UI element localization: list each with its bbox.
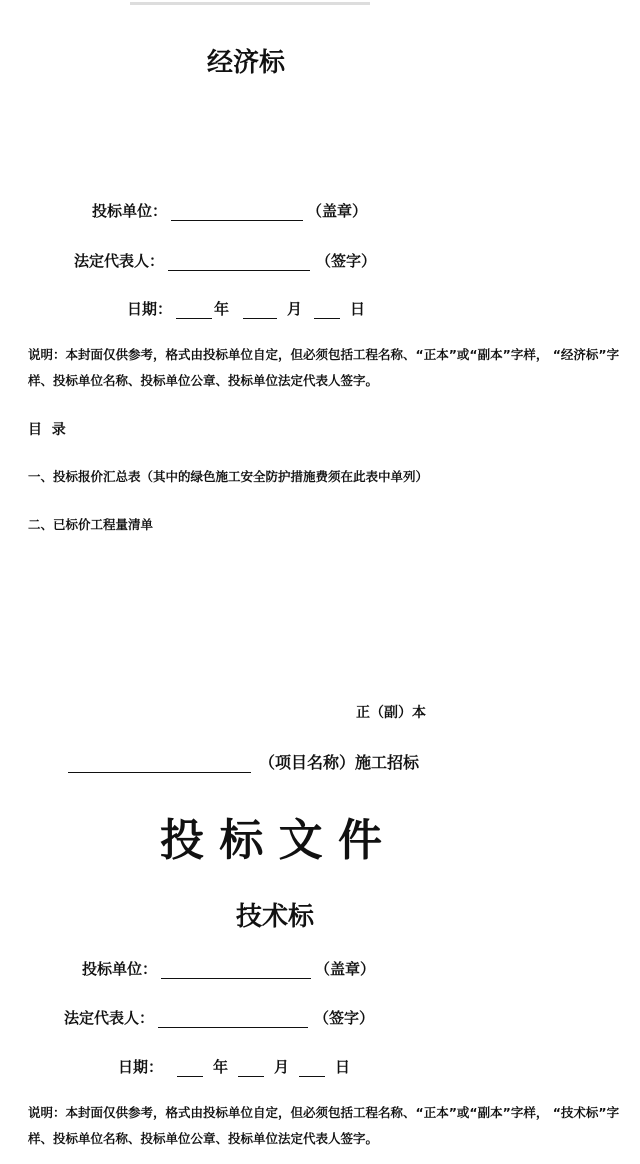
bidder-seal-note: （盖章）: [307, 202, 368, 220]
bidder-label: 投标单位：: [92, 202, 168, 220]
month-label: 月: [287, 300, 303, 318]
bidder-label: 投标单位：: [82, 960, 158, 978]
technical-title: 技术标: [236, 902, 315, 932]
day-line[interactable]: [299, 1058, 325, 1077]
year-label: 年: [214, 300, 230, 318]
day-line[interactable]: [314, 300, 340, 319]
copy-type-label: 正（副）本: [356, 705, 426, 721]
toc-item: 一、投标报价汇总表（其中的绿色施工安全防护措施费须在此表中单列）: [28, 469, 429, 484]
year-line[interactable]: [177, 1058, 203, 1077]
month-line[interactable]: [243, 300, 277, 319]
month-line[interactable]: [238, 1058, 264, 1077]
day-label: 日: [335, 1058, 351, 1076]
bidder-signature-line[interactable]: [171, 202, 303, 221]
technical-note: 说明：本封面仅供参考，格式由投标单位自定，但必须包括工程名称、“正本”或“副本”字样， “技术标”字样、投标单位名称、投标单位公章、投标单位法定代表人签字。: [28, 1105, 620, 1146]
document-title: 投 标 文 件: [160, 815, 382, 866]
rep-signature-line[interactable]: [158, 1009, 308, 1028]
project-suffix: （项目名称）施工招标: [259, 753, 420, 772]
economic-note: 说明：本封面仅供参考，格式由投标单位自定，但必须包括工程名称、“正本”或“副本”字样， “经济标”字样、投标单位名称、投标单位公章、投标单位法定代表人签字。: [28, 347, 620, 388]
cropped-top-remnant: [130, 0, 370, 5]
rep-sign-note: （签字）: [316, 252, 377, 270]
project-name-line[interactable]: [68, 754, 251, 773]
economic-date-row: [127, 298, 365, 319]
rep-label: 法定代表人：: [74, 252, 165, 270]
rep-signature-line[interactable]: [168, 252, 310, 271]
toc-heading: 目 录: [28, 422, 66, 438]
year-line[interactable]: [176, 300, 212, 319]
technical-bidder-row: [82, 958, 375, 979]
bidder-signature-line[interactable]: [161, 960, 311, 979]
technical-rep-row: [64, 1007, 374, 1028]
economic-bidder-row: [92, 200, 367, 221]
date-label: 日期：: [118, 1058, 164, 1076]
bidder-seal-note: （盖章）: [315, 960, 376, 978]
toc-item: 二、已标价工程量清单: [28, 517, 154, 532]
year-label: 年: [213, 1058, 229, 1076]
project-row: [68, 750, 419, 773]
day-label: 日: [350, 300, 366, 318]
month-label: 月: [274, 1058, 290, 1076]
technical-date-row: [118, 1056, 350, 1077]
date-label: 日期：: [127, 300, 173, 318]
rep-sign-note: （签字）: [314, 1009, 375, 1027]
economic-rep-row: [74, 250, 376, 271]
rep-label: 法定代表人：: [64, 1009, 155, 1027]
economic-title: 经济标: [207, 48, 286, 78]
